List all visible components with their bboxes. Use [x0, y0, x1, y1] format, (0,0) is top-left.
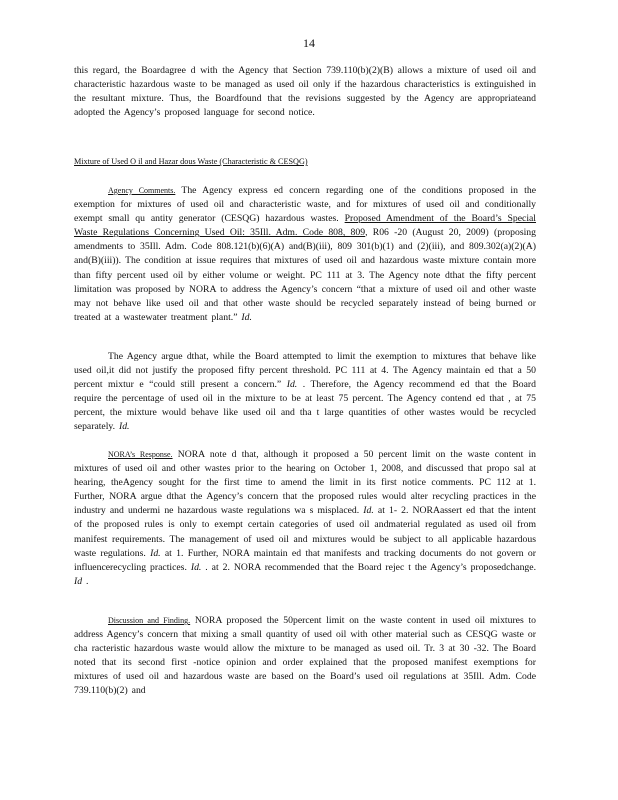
nora-response-tail: . — [82, 575, 89, 587]
nora-response-cite-1: Id. — [363, 505, 374, 517]
agency-argue-body-2: . Therefore, the Agency recommend ed that the Board require the percentage of used oil in the mixture to be at least 75 percent. The Agency contend ed that , at 75 percent, the mixture would behave like used oil and tha t large quantities of other wastes would be recycled separately. — [74, 379, 537, 433]
paragraph-agency-comments — [74, 184, 536, 325]
nora-response-cite-2: Id. — [150, 547, 161, 559]
agency-comments-label: Agency Comments. — [108, 186, 176, 195]
paragraph-nora-response — [74, 448, 536, 589]
section-heading — [74, 156, 536, 168]
agency-comments-cite: Id. — [241, 311, 252, 323]
agency-comments-body-2: , R06 -20 (August 20, 2009) (proposing amendments to 35Ill. Adm. Code 808.121(b)(6)(A) and(B)(iii), 809 301(b)(1) and (2)(iii), and 809.302(a)(2)(A) and(B)(iii)). The condition at issue requires that mixtures of used oil and hazardous waste mixture contain more than fifty percent used oil by either volume or weight. PC 111 at 3. The Agency note dthat the fifty percent limitation was proposed by NORA to address the Agency’s concern “that a mixture of used oil and other waste may not behave like used oil and that other waste should be recycled separately instead of being burned or treated at a wastewater treatment plant.” — [74, 227, 536, 323]
discussion-body: NORA proposed the 50percent limit on the waste content in used oil mixtures to address Agency’s concern that mixing a small quantity of used oil with other material such as CESQG waste or cha racteristic hazardous waste would allow the mixture to be managed as used oil. Tr. 3 at 30 -32. The Board noted that its second first -notice opinion and order explained that the proposed manifest exemptions for mixtures of used oil and hazardous waste are based on the Board’s used oil regulations at 35Ill. Adm. Code 739.110(b)(2) and — [74, 615, 536, 697]
paragraph-agency-argue — [74, 350, 536, 435]
agency-argue-cite-2: Id. — [118, 421, 130, 433]
nora-response-cite-4: Id — [74, 575, 83, 587]
discussion-label: Discussion and Finding. — [108, 616, 191, 625]
nora-response-label: NORA’s Response. — [108, 450, 173, 459]
nora-response-body-1: NORA note d that, although it proposed a 50 percent limit on the waste content in mixtures of used oil and other wastes prior to the hearing on October 1, 2008, and discussed that propo sal at hearing, theAgency sought for the first time to amend the limit in its first notice comments. PC 112 at 1. Further, NORA argue dthat the Agency’s concern that the proposed rules would alter recycling practices in the industry and undermi ne hazardous waste regulations wa s misplaced. — [74, 449, 537, 517]
paragraph-intro: this regard, the Boardagree d with the Agency that Section 739.110(b)(2)(B) allows a mixture of used oil and characteristic hazardous waste to be managed as used oil only if the hazardous characteristics is extinguished in the resultant mixture. Thus, the Boardfound that the revisions suggested by the Agency are appropriateand adopted the Agency’s proposed language for second notice. — [74, 65, 536, 119]
paragraph-discussion — [74, 614, 536, 699]
nora-response-body-3: at 1. Further, NORA maintain ed that manifests and tracking documents do not govern or influencerecycling practices. — [74, 547, 536, 573]
page-number: 14 — [303, 36, 315, 50]
agency-argue-body-1: The Agency argue dthat, while the Board attempted to limit the exemption to mixtures that behave like used oil,it did not justify the proposed fifty percent threshold. PC 111 at 4. The Agency maintain ed that a 50 percent mixtur e “could still present a concern.” — [74, 351, 536, 391]
nora-response-cite-3: Id. — [190, 561, 202, 573]
agency-argue-cite-1: Id. — [286, 379, 298, 391]
agency-comments-body-1: The Agency express ed concern regarding one of the conditions proposed in the exemption for mixtures of used oil and characteristic waste, and for mixtures of used oil and conditionally exempt small qu antity generator (CESQG) hazardous wastes. — [74, 185, 536, 225]
agency-comments-proposed-amendment: Proposed Amendment of the Board’s Special Waste Regulations Concerning Used Oil: 35Ill. Adm. Code 808, 809 — [74, 213, 537, 239]
section-heading-text: Mixture of Used O il and Hazar dous Waste (Characteristic & CESQG) — [74, 157, 308, 166]
nora-response-body-2: at 1- 2. NORAassert ed that the intent of the proposed rules is only to exempt certain categories of used oil andmaterial regulated as used oil from manifest requirements. The management of used oil and mixtures would be subject to all applicable hazardous waste regulations. — [74, 505, 536, 559]
nora-response-body-4: . at 2. NORA recommended that the Board rejec t the Agency’s proposedchange. — [201, 561, 536, 573]
